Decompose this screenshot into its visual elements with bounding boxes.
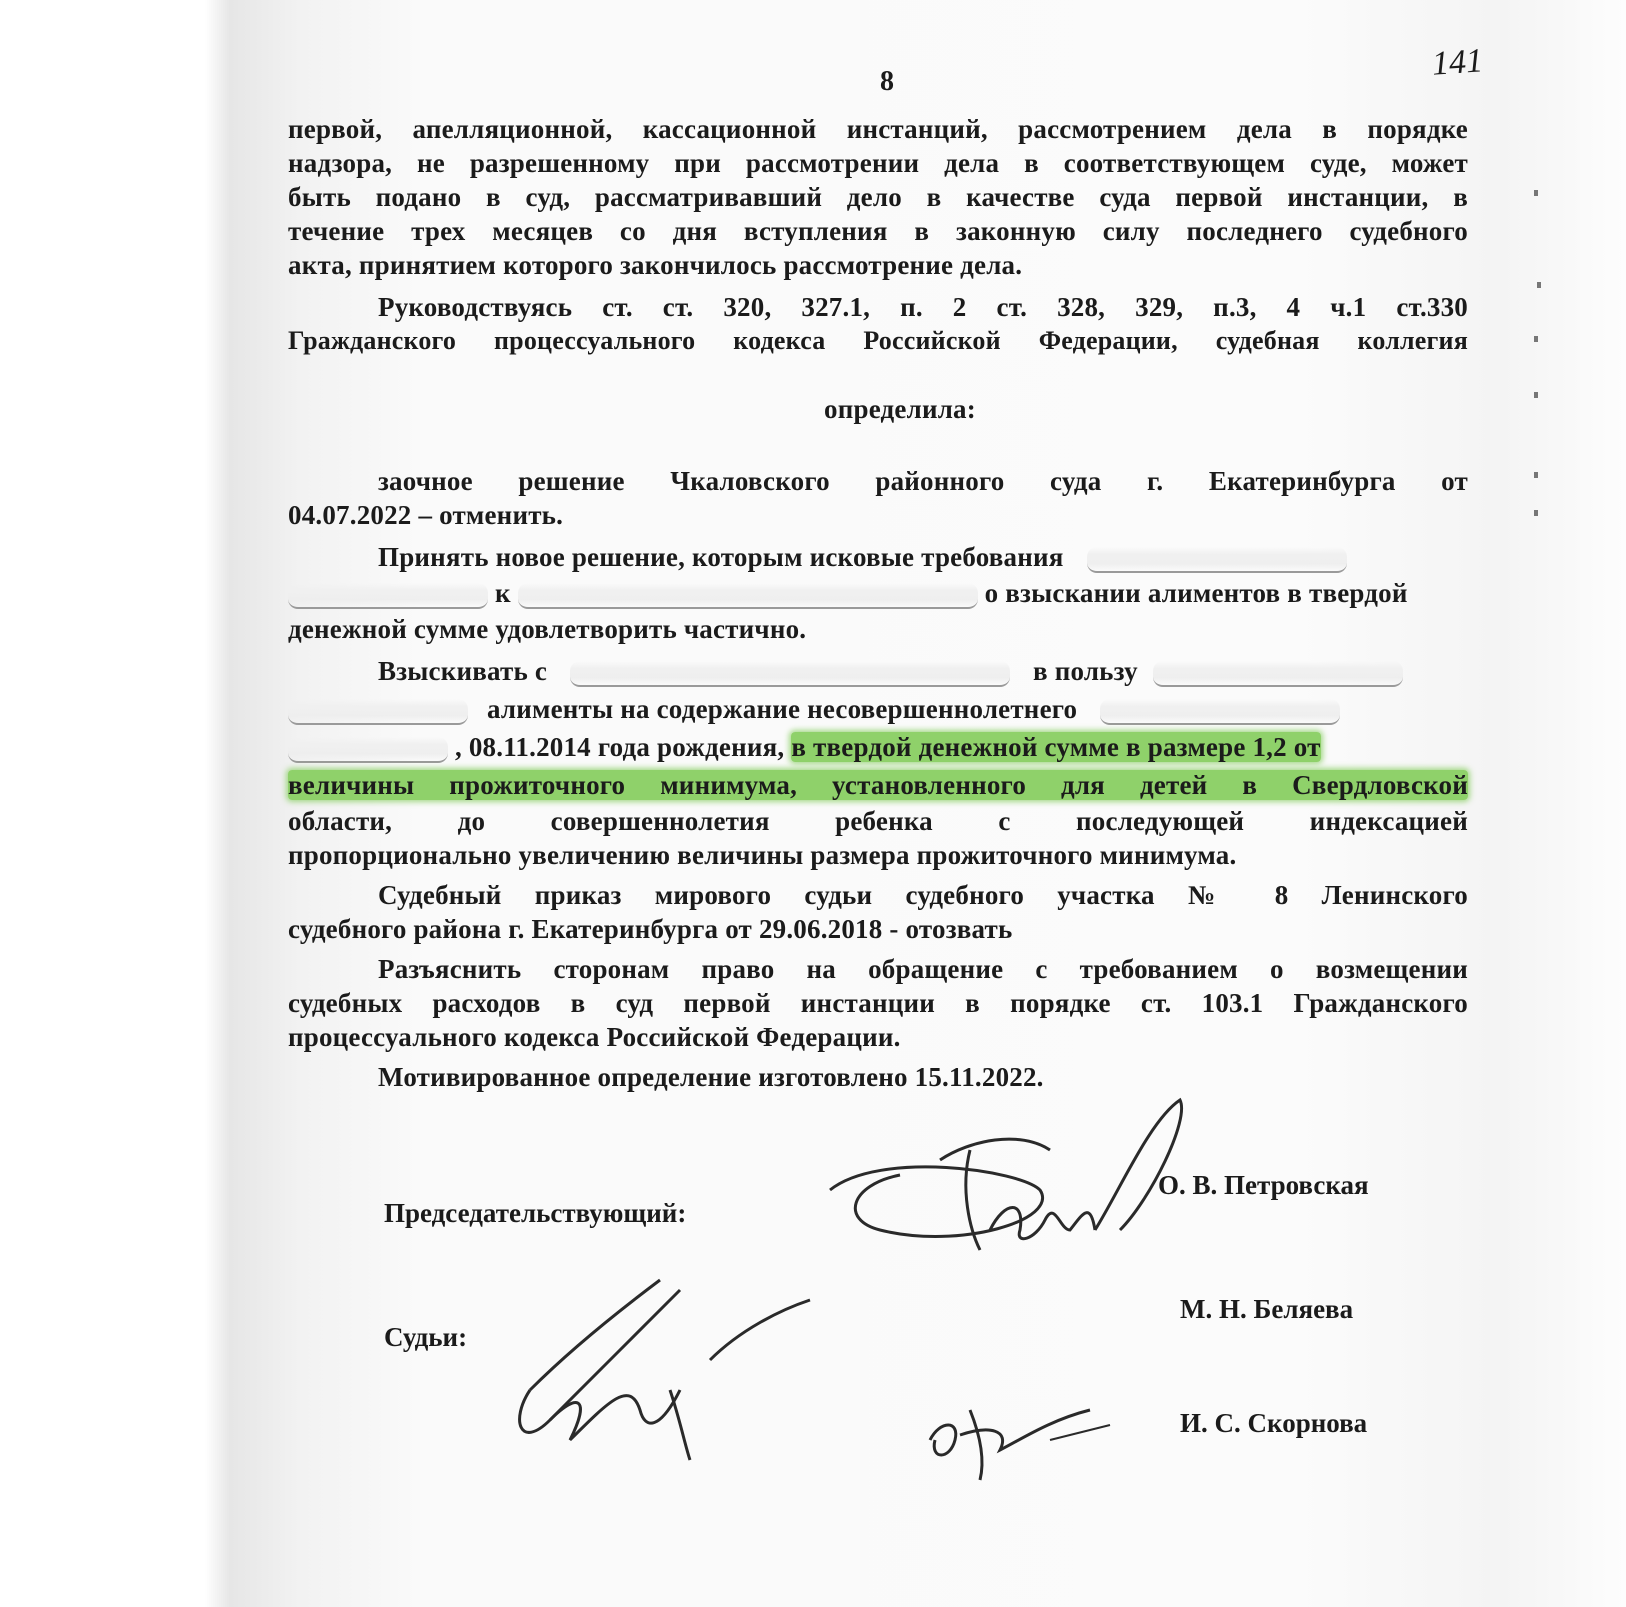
highlighted-text: в твердой денежной сумме в размере 1,2 от (791, 732, 1321, 762)
redacted-name (1087, 547, 1347, 573)
signature-judge-2 (900, 1380, 1120, 1490)
text-line (288, 730, 1468, 764)
scan-speck (1534, 190, 1538, 196)
text-line: 04.07.2022 – отменить. (288, 500, 564, 530)
redacted-name (518, 583, 978, 609)
redacted-name (288, 583, 488, 609)
text-line: Мотивированное определение изготовлено 15.11.2022. (378, 1062, 1044, 1092)
judge-name: М. Н. Беляева (1180, 1294, 1354, 1324)
text-fragment: в пользу (1033, 656, 1138, 686)
text-line: области, до совершеннолетия ребенка с последующей индексацией (288, 806, 1468, 836)
text-line (288, 768, 1468, 802)
scan-speck (1534, 392, 1538, 398)
text-line: быть подано в суд, рассматривавший дело в качестве суда первой инстанции, в (288, 182, 1468, 212)
text-line (288, 692, 1468, 726)
scan-speck (1534, 510, 1538, 516)
scan-speck (1537, 282, 1541, 288)
text-fragment: к (494, 578, 511, 608)
text-line: надзора, не разрешенному при рассмотрении дела в соответствующем суде, может (288, 148, 1468, 178)
judge-name: И. С. Скорнова (1180, 1408, 1368, 1438)
presiding-judge-name: О. В. Петровская (1158, 1170, 1369, 1200)
section-heading: определила: (824, 394, 976, 424)
text-fragment: , 08.11.2014 года рождения, (454, 732, 785, 762)
scan-speck (1534, 472, 1538, 478)
text-fragment: Принять новое решение, которым исковые требования (378, 542, 1064, 572)
text-line: заочное решение Чкаловского районного суда г. Екатеринбурга от (378, 466, 1468, 496)
text-line: Гражданского процессуального кодекса Российской Федерации, судебная коллегия (288, 326, 1468, 355)
signature-presiding (820, 1080, 1220, 1280)
text-line (378, 654, 1468, 688)
text-line: денежной сумме удовлетворить частично. (288, 614, 807, 644)
text-fragment: алименты на содержание несовершеннолетнего (486, 694, 1078, 724)
text-line: Руководствуясь ст. ст. 320, 327.1, п. 2 ст. 328, 329, п.3, 4 ч.1 ст.330 (378, 292, 1468, 322)
judges-label: Судьи: (384, 1322, 468, 1352)
text-line (288, 576, 1468, 610)
text-line: пропорционально увеличению величины размера прожиточного минимума. (288, 840, 1237, 870)
redacted-name (570, 661, 1010, 687)
text-fragment: Взыскивать с (378, 656, 548, 686)
text-line: течение трех месяцев со дня вступления в законную силу последнего судебного (288, 216, 1468, 246)
presiding-label: Председательствующий: (384, 1198, 687, 1228)
redacted-name (1153, 661, 1403, 687)
text-fragment: о взыскании алиментов в твердой (984, 578, 1408, 608)
text-line: судебного района г. Екатеринбурга от 29.06.2018 - отозвать (288, 914, 1013, 944)
text-line: акта, принятием которого закончилось рассмотрение дела. (288, 250, 1023, 280)
redacted-name (288, 699, 468, 725)
highlighted-text: величины прожиточного минимума, установленного для детей в Свердловской (288, 770, 1468, 800)
text-line: Судебный приказ мирового судьи судебного участка № 8 Ленинского (378, 880, 1468, 910)
page-number: 8 (880, 66, 894, 97)
text-line: судебных расходов в суд первой инстанции в порядке ст. 103.1 Гражданского (288, 988, 1468, 1018)
text-line: процессуального кодекса Российской Федерации. (288, 1022, 901, 1052)
text-line: Разъяснить сторонам право на обращение с требованием о возмещении (378, 954, 1468, 984)
signature-judge-1 (510, 1270, 850, 1470)
text-line: первой, апелляционной, кассационной инстанций, рассмотрением дела в порядке (288, 114, 1468, 144)
text-line (378, 540, 1468, 574)
scan-speck (1534, 336, 1538, 342)
redacted-name (1100, 699, 1340, 725)
redacted-name (288, 737, 448, 763)
archive-number: 141 (1430, 42, 1485, 83)
